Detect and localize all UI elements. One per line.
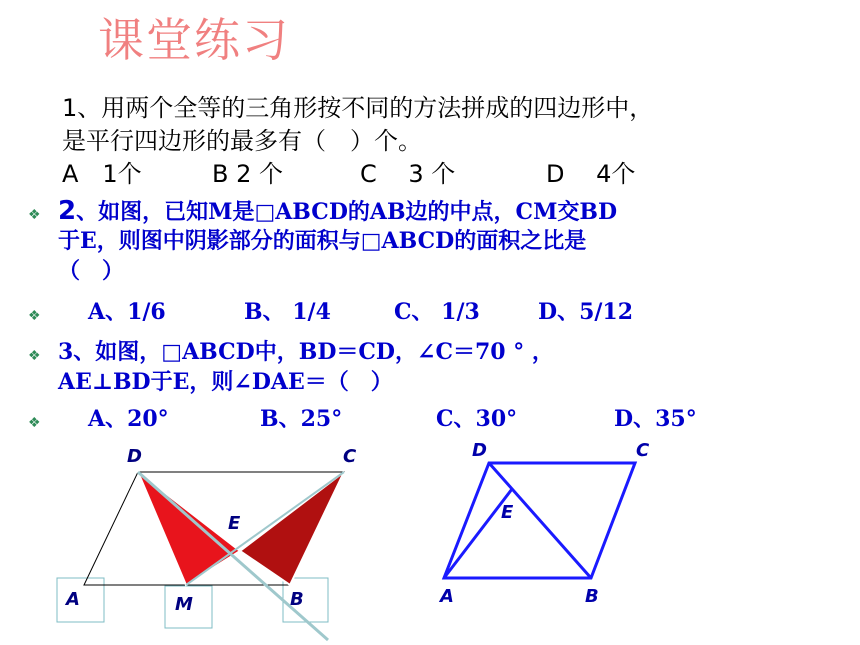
- label-e: E: [228, 513, 241, 534]
- q2-option-c: C、 1/3: [394, 299, 480, 325]
- question-2-number: 2: [58, 196, 77, 226]
- q2-option-b: B、 1/4: [244, 299, 331, 325]
- label-a: A: [66, 589, 80, 610]
- q1-option-b: B 2 个: [212, 160, 283, 188]
- question-3-line-1: 3、如图，□ABCD中，BD＝CD，∠C＝70 ° ，: [58, 339, 554, 365]
- q1-option-d: D 4个: [546, 160, 636, 188]
- q3-option-d: D、35°: [614, 406, 697, 432]
- figure-1: [57, 446, 357, 640]
- q3-option-c: C、30°: [436, 406, 518, 432]
- label-d: D: [127, 446, 142, 467]
- question-2-line-2: 于E，则图中阴影部分的面积与□ABCD的面积之比是: [58, 228, 587, 254]
- label-d-2: D: [472, 440, 487, 461]
- slide-title: 课堂练习: [98, 13, 290, 67]
- q2-option-a: A、1/6: [88, 299, 166, 325]
- figure-2: [438, 440, 650, 607]
- label-c: C: [343, 446, 357, 467]
- label-e-2: E: [501, 502, 514, 523]
- label-c-2: C: [636, 440, 650, 461]
- question-2-text-1: 、如图，已知M是□ABCD的AB边的中点，CM交BD: [76, 199, 618, 225]
- label-m: M: [175, 594, 193, 615]
- bullet-icon: ❖: [28, 348, 41, 364]
- q1-option-a: A 1个: [62, 160, 142, 188]
- question-1-line-1: 1、用两个全等的三角形按不同的方法拼成的四边形中，: [62, 94, 654, 122]
- bullet-icon: ❖: [28, 415, 41, 431]
- q3-option-b: B、25°: [260, 406, 343, 432]
- shaded-triangle-ecb: [240, 472, 344, 585]
- bullet-icon: ❖: [28, 207, 41, 223]
- q2-option-d: D、5/12: [538, 299, 634, 325]
- q1-option-c: C 3 个: [360, 160, 456, 188]
- label-b-2: B: [585, 586, 599, 607]
- question-1-line-2: 是平行四边形的最多有（ ）个。: [62, 127, 422, 155]
- label-b: B: [290, 589, 304, 610]
- question-3-line-2: AE⊥BD于E，则∠DAE＝（ ）: [58, 369, 393, 395]
- q3-option-a: A、20°: [88, 406, 169, 432]
- label-a-2: A: [440, 586, 454, 607]
- bullet-icon: ❖: [28, 308, 41, 324]
- question-2-line-3: （ ）: [58, 258, 125, 284]
- shaded-triangle-dme: [138, 472, 240, 585]
